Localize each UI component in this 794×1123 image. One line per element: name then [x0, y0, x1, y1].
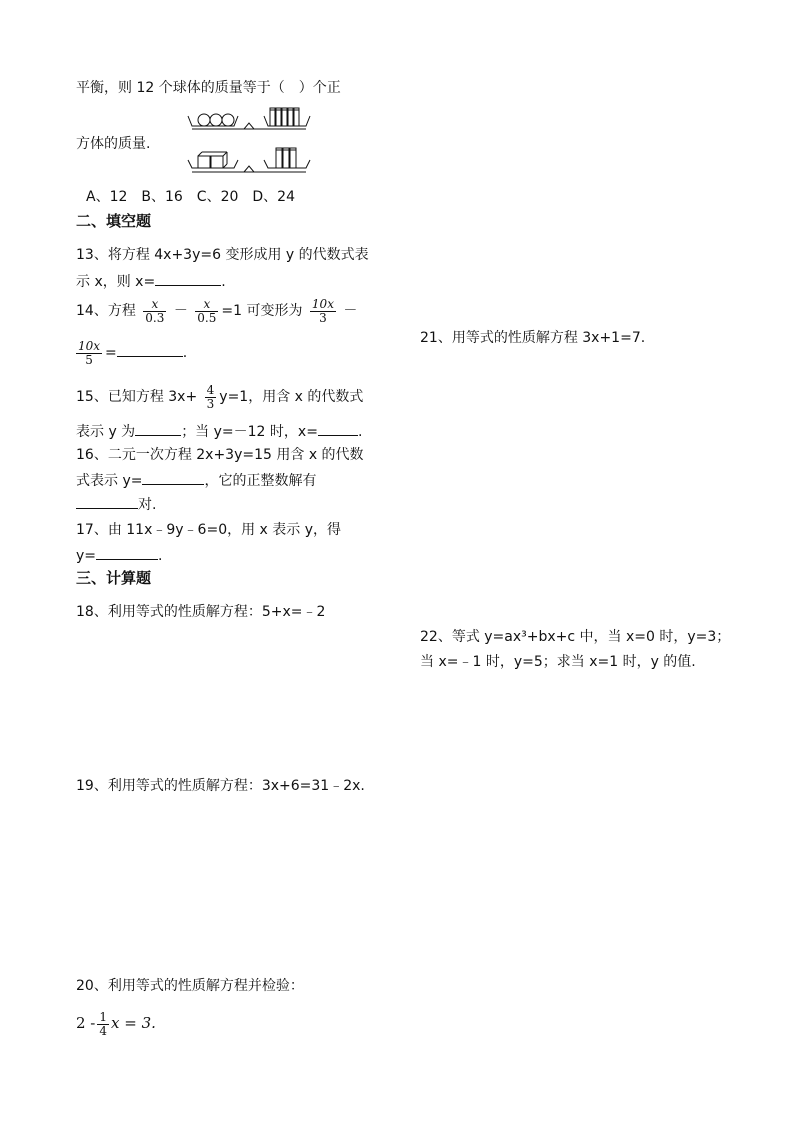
q14-blank[interactable] — [117, 342, 183, 357]
q14-line1: 14、方程 $\frac{x}{0.3}$ － $\frac{x}{0.5}$ =1 可变形为 $\frac{10x}{3}$ － — [76, 296, 358, 325]
q20-fraction: $\frac{1}{4}$ — [99, 1009, 108, 1038]
balance-scale-figure — [186, 104, 316, 180]
q18-text: 18、利用等式的性质解方程：5+x=﹣2 — [76, 604, 326, 620]
q15-blank-1[interactable] — [135, 421, 181, 436]
q16-blank-1[interactable] — [142, 470, 204, 485]
q12-line2: 方体的质量. — [76, 136, 151, 152]
q14-fraction-3: $\frac{10x}{3}$ — [311, 296, 334, 325]
q16-blank-2[interactable] — [76, 494, 138, 509]
q19-text: 19、利用等式的性质解方程：3x+6=31﹣2x. — [76, 778, 365, 794]
top-balance — [188, 108, 310, 129]
q15-fraction: $\frac{4}{3}$ — [206, 382, 215, 411]
q12-line1: 平衡，则 12 个球体的质量等于（ ）个正 — [76, 80, 341, 96]
q13-line1: 13、将方程 4x+3y=6 变形成用 y 的代数式表 — [76, 247, 369, 263]
q22-line1: 22、等式 y=ax³+bx+c 中，当 x=0 时，y=3； — [420, 629, 731, 645]
q12-options: A、12 B、16 C、20 D、24 — [86, 189, 295, 205]
q14-fraction-2: $\frac{x}{0.5}$ — [197, 296, 217, 325]
q14-line2: $\frac{10x}{5}$ = . — [78, 338, 188, 367]
q13-blank[interactable] — [155, 271, 221, 286]
q16-line2: 式表示 y= ，它的正整数解有 — [76, 470, 316, 491]
q20-equation: 2 - $\frac{1}{4}$ x = 3. — [76, 1009, 156, 1038]
q15-line1: 15、已知方程 3x+ $\frac{4}{3}$ y=1，用含 x 的代数式 — [76, 382, 364, 411]
q21-text: 21、用等式的性质解方程 3x+1=7. — [420, 330, 646, 346]
q22-line2: 当 x=﹣1 时，y=5；求当 x=1 时，y 的值. — [420, 654, 696, 670]
q15-blank-2[interactable] — [318, 421, 358, 436]
q20-text: 20、利用等式的性质解方程并检验： — [76, 978, 304, 994]
section-calc-heading: 三、计算题 — [76, 569, 152, 587]
q13-line2: 示 x，则 x= . — [76, 271, 226, 292]
section-fill-heading: 二、填空题 — [76, 212, 152, 230]
q16-line1: 16、二元一次方程 2x+3y=15 用含 x 的代数 — [76, 447, 364, 463]
bottom-balance — [188, 148, 310, 172]
q14-fraction-1: $\frac{x}{0.3}$ — [145, 296, 165, 325]
q17-line1: 17、由 11x﹣9y﹣6=0，用 x 表示 y，得 — [76, 522, 342, 538]
q17-blank[interactable] — [96, 545, 158, 560]
q14-fraction-4: $\frac{10x}{5}$ — [78, 338, 101, 367]
q16-line3: 对. — [76, 494, 156, 515]
q15-line2: 表示 y 为 ；当 y=－12 时，x= . — [76, 421, 362, 442]
q17-line2: y= . — [76, 545, 162, 566]
